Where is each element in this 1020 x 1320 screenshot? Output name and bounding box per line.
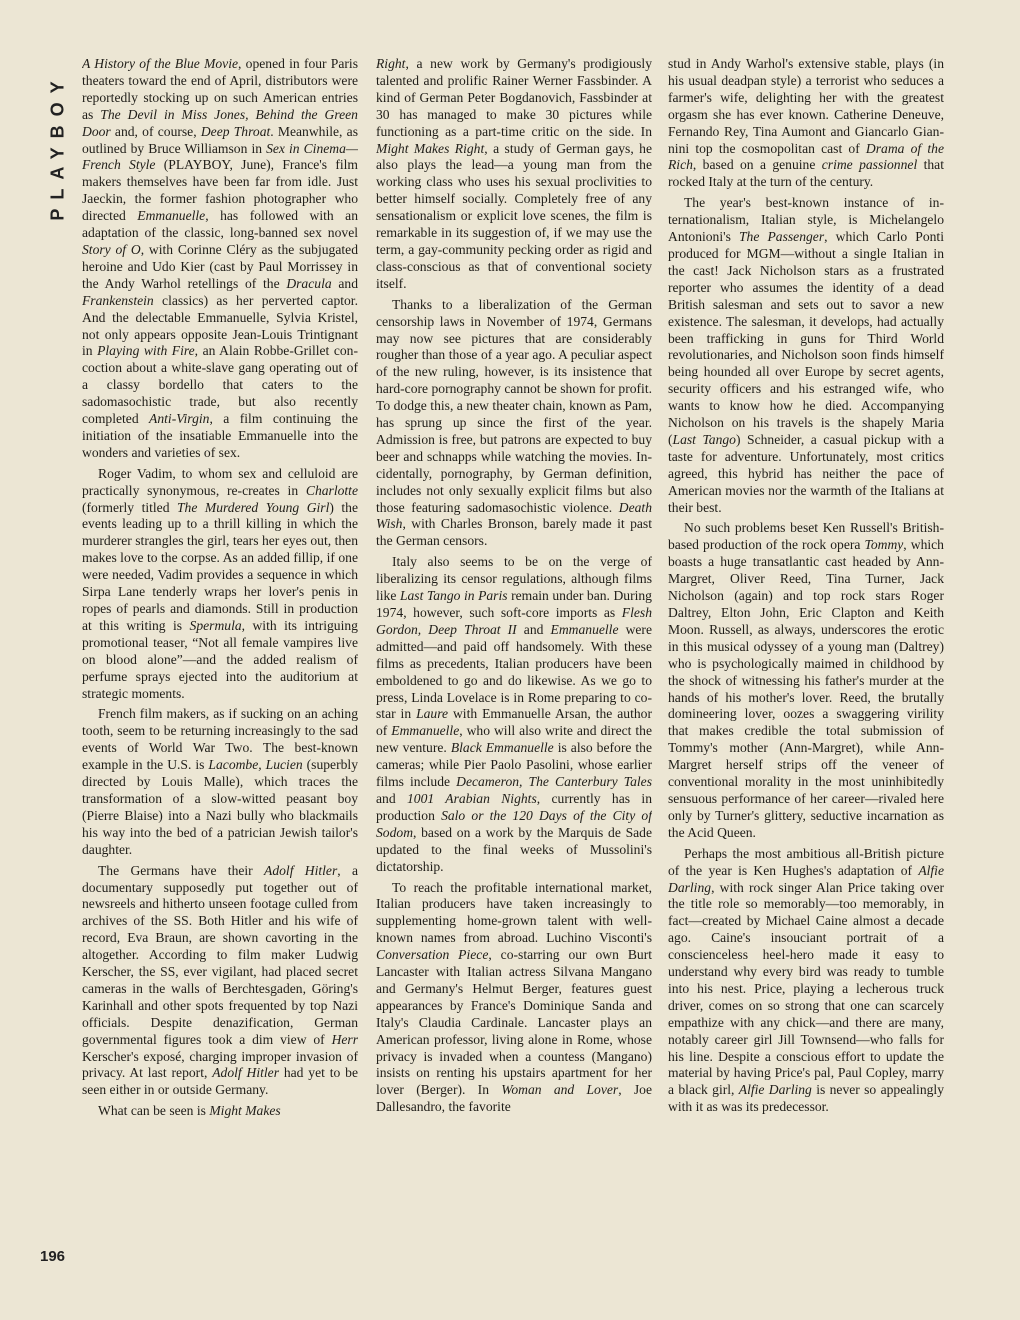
paragraph: What can be seen is Might Makes — [98, 1103, 281, 1119]
paragraph: No such problems beset Ken Russell's British-based production of the rock opera Tommy, which boasts a huge transatlantic cast headed by Ann-Margret, Oliver Reed, Tina Turner, Jack Nicholson (again) and top rock stars Roger Daltrey, Elton John, Eric Clapton and Keith Moon. Russell, as always, underscores the erotic in this musical odyssey of a young man (Daltrey) who is psychologically maimed in childhood by the shock of witnessing his father's murder at the hands of his mother's lover. Reed, the brutally domineering lover, oozes a swaggering virility that makes credible the total submission of Tommy's mother (Ann-Margret), while Ann-Margret herself strips off the veneer of conventional morality in the most uninhibitedly sensuous performance of her career—rivaled here only by Turner's glittery, seductive incarnation as the Acid Queen. — [668, 520, 944, 840]
paragraph: Italy also seems to be on the verge of liberalizing its censor regulations, although films like Last Tango in Paris remain under ban. During 1974, however, such soft-core imports as Flesh Gordon, Deep Throat II and Emmanuelle were admitted—and paid off handsomely. With these films as precedents, Italian producers have been emboldened to go and do likewise. As we go to press, Linda Lovelace is in Rome preparing to co-star in Laure with Emmanuelle Arsan, the author of Emmanuelle, who will also write and direct the new venture. Black Emmanuelle is also before the cameras; while Pier Paolo Pasolini, whose earlier films include Decameron, The Canterbury Tales and 1001 Arabian Nights, currently has in production Salo or the 120 Days of the City of Sodom, based on a work by the Marquis de Sade updated to the final weeks of Mussolini's dictatorship. — [376, 554, 652, 874]
text-column-2 — [376, 56, 652, 1272]
text-column-1 — [82, 56, 358, 1272]
paragraph: To reach the profitable international market, Italian producers have taken increasingly to supplementing home-grown talent with well-known names from abroad. Luchino Visconti's Conversation Piece, co-starring our own Burt Lancaster with Italian actress Silvana Mangano and Germany's Helmut Berger, features guest appearances by France's Dominique Sanda and Italy's Claudia Cardinale. Lancaster plays an American professor, living alone in Rome, whose privacy is invaded when a countess (Mangano) insists on renting his upstairs apartment for her lover (Berger). In Woman and Lover, Joe Dallesandro, the favorite — [376, 879, 652, 1115]
paragraph: stud in Andy Warhol's extensive stable, plays (in his usual deadpan style) a terrorist who seduces a farmer's wife, delighting her with the greatest orgasm she has ever known. Catherine Deneuve, Fernando Rey, Tina Aumont and Giancarlo Giannini top the cosmopolitan cast of Drama of the Rich, based on a genuine crime passionnel that rocked Italy at the turn of the century. — [668, 56, 944, 190]
paragraph: Right, a new work by Germany's prodigiously talented and prolific Rainer Werner Fassbinder. A kind of German Peter Bogdanovich, Fassbinder at 30 has managed to make 30 pictures while functioning as a part-time critic on the side. In Might Makes Right, a study of German gays, he also plays the lead—a young man from the working class who uses his sexual proclivities to better himself socially. Completely free of any sensationalism or explicit love scenes, the film is remarkable in its suggestion of, if we may use the term, a gay-community pecking order as rigid and class-conscious as that of conventional society itself. — [376, 56, 652, 291]
running-title-text: PLAYBOY — [47, 71, 68, 221]
paragraph: Thanks to a liberalization of the German censorship laws in November of 1974, Germans may now see pictures that are considerably rougher than those of a year ago. A peculiar aspect of the new ruling, however, is its insistence that hard-core pornography cannot be shown for profit. To dodge this, a new theater chain, known as Pam, has sprung up since the first of the year. Admission is free, but patrons are expected to buy beer and schnapps while watching the movies. Incidentally, pornography, by German definition, includes not only sexually explicit films but also those featuring sadomasochistic violence. Death Wish, with Charles Bronson, barely made it past the German censors. — [376, 296, 652, 549]
paragraph: A History of the Blue Movie, opened in four Paris theaters toward the end of April, distributors were reportedly stocking up on such American entries as The Devil in Miss Jones, Behind the Green Door and, of course, Deep Throat. Meanwhile, as outlined by Bruce Williamson in Sex in Cinema—French Style (PLAYBOY, June), France's film makers themselves have been far from idle. Just Jaeckin, the former fashion photographer who directed Emmanuelle, has followed with an adaptation of the classic, long-banned sex novel Story of O, with Corinne Cléry as the subjugated heroine and Udo Kier (cast by Paul Morrissey in the Andy Warhol retellings of the Dracula and Frankenstein classics) as her perverted captor. And the delectable Emmanuelle, Sylvia Kristel, not only appears opposite Jean-Louis Trintignant in Playing with Fire, an Alain Robbe-Grillet concoction about a white-slave gang operating out of a classy bordello that caters to the sadomasochistic trade, but also recently completed Anti-Virgin, a film continuing the initiation of the insatiable Emmanuelle into the wonders and varieties of sex. — [82, 56, 358, 460]
paragraph: The Germans have their Adolf Hitler, a documentary supposedly put together out of newsreels and hitherto unseen footage culled from archives of the SS. Both Hitler and his wife of record, Eva Braun, are shown cavorting in the altogether. According to film maker Ludwig Kerscher, the SS, ever vigilant, had placed secret cameras in the walls of Berchtesgaden, Göring's Karinhall and other spots frequented by top Nazi officials. Despite denazification, German governmental figures took a dim view of Herr Kerscher's exposé, charging improper invasion of privacy. At last report, Adolf Hitler had yet to be seen either in or outside Germany. — [82, 862, 358, 1098]
paragraph: Roger Vadim, to whom sex and celluloid are practically synonymous, re-creates in Charlotte (formerly titled The Murdered Young Girl) the events leading up to a thrill killing in which the murderer strangles the girl, tears her eyes out, then makes love to the corpse. As an added fillip, if one were needed, Vadim provides a sequence in which Sirpa Lane tenderly wraps her lover's penis in ropes of pearls and diamonds. Still in production at this writing is Spermula, with its intriguing promotional teaser, “Not all female vampires live on blood alone”—and the added realism of perfume sprays ejected into the auditorium at strategic moments. — [82, 465, 358, 701]
page-number: 196 — [40, 1248, 66, 1265]
paragraph: French film makers, as if sucking on an aching tooth, seem to be returning increasingly to the sad events of World War Two. The best-known example in the U.S. is Lacombe, Lucien (superbly directed by Louis Malle), which traces the transformation of a slow-witted peasant boy (Pierre Blaise) into a Nazi bully who blackmails his way into the bed of a patrician Jewish tailor's daughter. — [82, 706, 358, 857]
paragraph: The year's best-known instance of internationalism, Italian style, is Michelangelo Antonioni's The Passenger, which Carlo Ponti produced for MGM—without a single Italian in the cast! Jack Nicholson stars as a frustrated reporter who assumes the identity of a dead British salesman and sets out to savor a new existence. The salesman, it develops, had actually been trafficking in guns for Third World revolutionaries, and Nicholson soon finds himself being hounded all over Europe by secret agents, security officers and his estranged wife, who wants to know how he died. Accompanying Nicholson on his travels is the shapely Maria (Last Tango) Schneider, a casual pickup with a taste for adventure. Unfortunately, most critics agreed, this hybrid has neither the pace of American movies nor the warmth of the Italians at their best. — [668, 195, 944, 515]
paragraph: Perhaps the most ambitious all-British picture of the year is Ken Hughes's adaptation of Alfie Darling, with rock singer Alan Price taking over the title role so memorably—too memorably, in fact—created by Michael Caine almost a decade ago. Caine's insouciant portrait of a conscienceless heel-hero made it easy to understand why every bird was ready to tumble into his nest. Price, playing a lecherous truck driver, comes on so strong that one can scarcely empathize with any chick—and there are many, notably career girl Jill Townsend—who falls for his line. Despite a conscious effort to update the material by having Price's pal, Paul Copley, marry a black girl, Alfie Darling is never so appealingly with it as was its predecessor. — [668, 845, 944, 1115]
text-column-3 — [668, 56, 944, 1272]
running-title — [40, 56, 76, 236]
